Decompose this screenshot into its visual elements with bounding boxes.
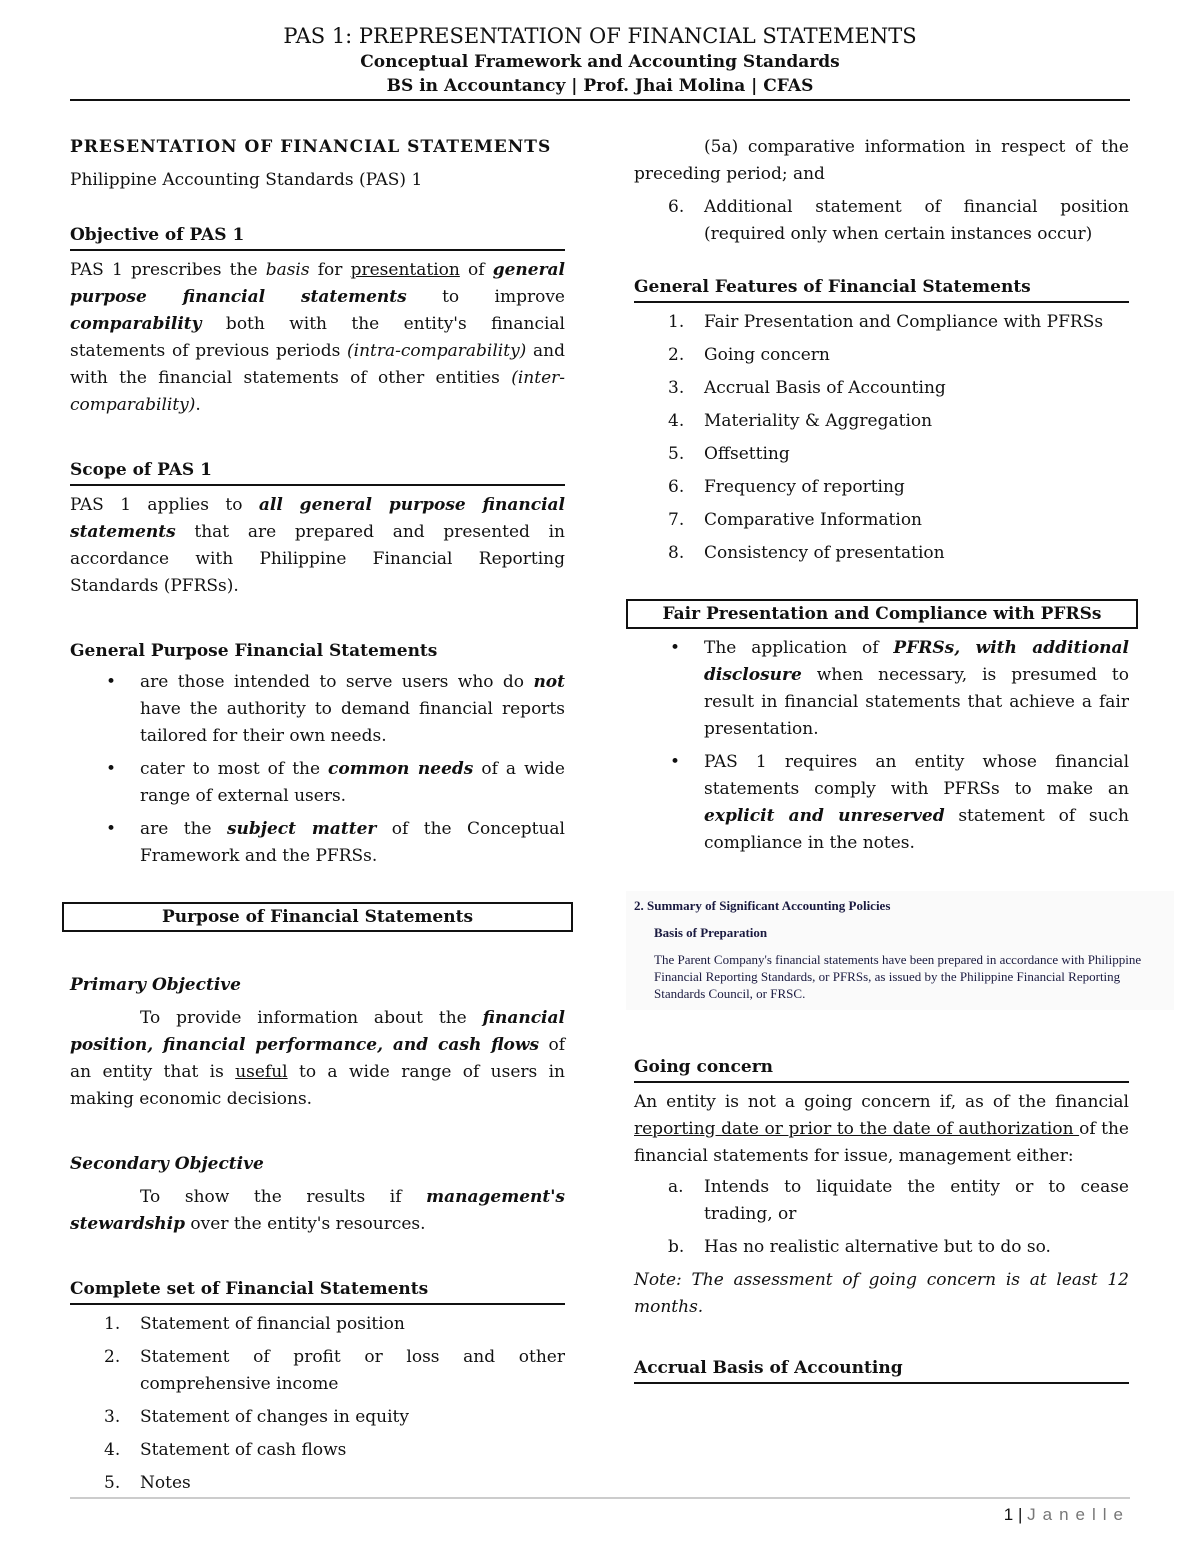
page-number: 1 [1003, 1505, 1014, 1524]
purpose-heading-box: Purpose of Financial Statements [62, 902, 573, 932]
list-item: 7. Comparative Information [668, 510, 923, 530]
list-item: 5. Notes [104, 1473, 191, 1493]
objective-heading: Objective of PAS 1 [70, 222, 565, 251]
list-item: 8. Consistency of presentation [668, 543, 945, 563]
list-item: • The application of PFRSs, with additional disclosure when necessary, is presumed to result in financial statements that achieve a fair presentation. [670, 638, 1130, 739]
right-column [634, 134, 1142, 1384]
going-concern-paragraph: An entity is not a going concern if, as of the financial reporting date or prior to the date of authorization of the financial statements for issue, management either: [634, 1092, 1129, 1166]
list-item: 1. Fair Presentation and Compliance with PFRSs [668, 312, 1104, 332]
list-item: 2. Going concern [668, 345, 830, 365]
going-concern-list [634, 1174, 1129, 1261]
left-column [70, 134, 565, 1503]
primary-objective-heading: Primary Objective [70, 975, 241, 995]
document-title: PAS 1: PREPRESENTATION OF FINANCIAL STATEMENTS [283, 24, 917, 48]
complete-set-list [70, 1311, 565, 1497]
list-item: 6. Additional statement of financial position (required only when certain instances occur) [668, 197, 1129, 244]
going-concern-note: Note: The assessment of going concern is at least 12 months. [634, 1270, 1129, 1317]
complete-set-list-continued [634, 194, 1129, 248]
gpfs-list [70, 669, 565, 870]
list-item: 5. Offsetting [668, 444, 790, 464]
accrual-basis-heading: Accrual Basis of Accounting [634, 1355, 1129, 1384]
complete-set-heading: Complete set of Financial Statements [70, 1276, 565, 1305]
scope-paragraph: PAS 1 applies to all general purpose financial statements that are prepared and presented in accordance with Philippine Financial Reporting Standards (PFRSs). [70, 495, 566, 596]
list-item: a. Intends to liquidate the entity or to cease trading, or [668, 1177, 1129, 1224]
list-item: 6. Frequency of reporting [668, 477, 905, 497]
author-name: Janelle [1027, 1505, 1130, 1524]
excerpt-subtitle: Basis of Preparation [654, 925, 768, 940]
secondary-objective-heading: Secondary Objective [70, 1154, 264, 1174]
going-concern-heading: Going concern [634, 1054, 1129, 1083]
list-item: 1. Statement of financial position [104, 1314, 405, 1334]
document-subtitle: Conceptual Framework and Accounting Standards [360, 52, 840, 72]
objective-paragraph: PAS 1 prescribes the basis for presentation of general purpose financial statements to improve comparability both with the entity's financial statements of previous periods (intra-comparability) and with the financial statements of other entities (inter-comparability). [70, 260, 566, 415]
general-features-list [634, 309, 1129, 567]
fair-presentation-list [634, 635, 1129, 857]
secondary-objective-paragraph: To show the results if management's stewardship over the entity's resources. [70, 1187, 565, 1234]
list-item: 4. Materiality & Aggregation [668, 411, 933, 431]
footer-divider [70, 1497, 1130, 1499]
list-item: • cater to most of the common needs of a wide range of external users. [106, 759, 565, 806]
header-divider [70, 99, 1130, 101]
list-item: • PAS 1 requires an entity whose financial statements comply with PFRSs to make an explicit and unreserved statement of such compliance in the notes. [670, 752, 1129, 853]
page-footer [1004, 1505, 1130, 1525]
footer-separator: | [1013, 1505, 1028, 1524]
list-item: 3. Statement of changes in equity [104, 1407, 409, 1427]
fair-presentation-heading-box: Fair Presentation and Compliance with PFRSs [626, 599, 1138, 629]
gpfs-heading: General Purpose Financial Statements [70, 641, 438, 661]
list-item: 3. Accrual Basis of Accounting [668, 378, 946, 398]
list-item: 4. Statement of cash flows [104, 1440, 347, 1460]
list-item: • are the subject matter of the Conceptual Framework and the PFRSs. [106, 819, 565, 866]
main-subtitle: Philippine Accounting Standards (PAS) 1 [70, 170, 423, 190]
list-item: 2. Statement of profit or loss and other comprehensive income [104, 1347, 565, 1394]
excerpt-title: 2. Summary of Significant Accounting Policies [634, 898, 891, 913]
document-header [70, 22, 1130, 98]
scope-heading: Scope of PAS 1 [70, 457, 565, 486]
financial-statement-excerpt-image [626, 891, 1174, 1010]
excerpt-text: The Parent Company's financial statements have been prepared in accordance with Philippine Financial Reporting Standards, or PFRSs, as issued by the Philippine Financial Reporting Standards Council, or FRSC. [654, 952, 1142, 1001]
comparative-continuation: (5a) comparative information in respect of the preceding period; and [634, 137, 1129, 184]
main-title: PRESENTATION OF FINANCIAL STATEMENTS [70, 137, 552, 157]
general-features-heading: General Features of Financial Statements [634, 274, 1129, 303]
course-line: BS in Accountancy | Prof. Jhai Molina | CFAS [386, 76, 814, 96]
list-item: b. Has no realistic alternative but to do so. [668, 1237, 1051, 1257]
list-item: • are those intended to serve users who do not have the authority to demand financial reports tailored for their own needs. [106, 672, 565, 746]
primary-objective-paragraph: To provide information about the financial position, financial performance, and cash flows of an entity that is useful to a wide range of users in making economic decisions. [70, 1008, 566, 1109]
